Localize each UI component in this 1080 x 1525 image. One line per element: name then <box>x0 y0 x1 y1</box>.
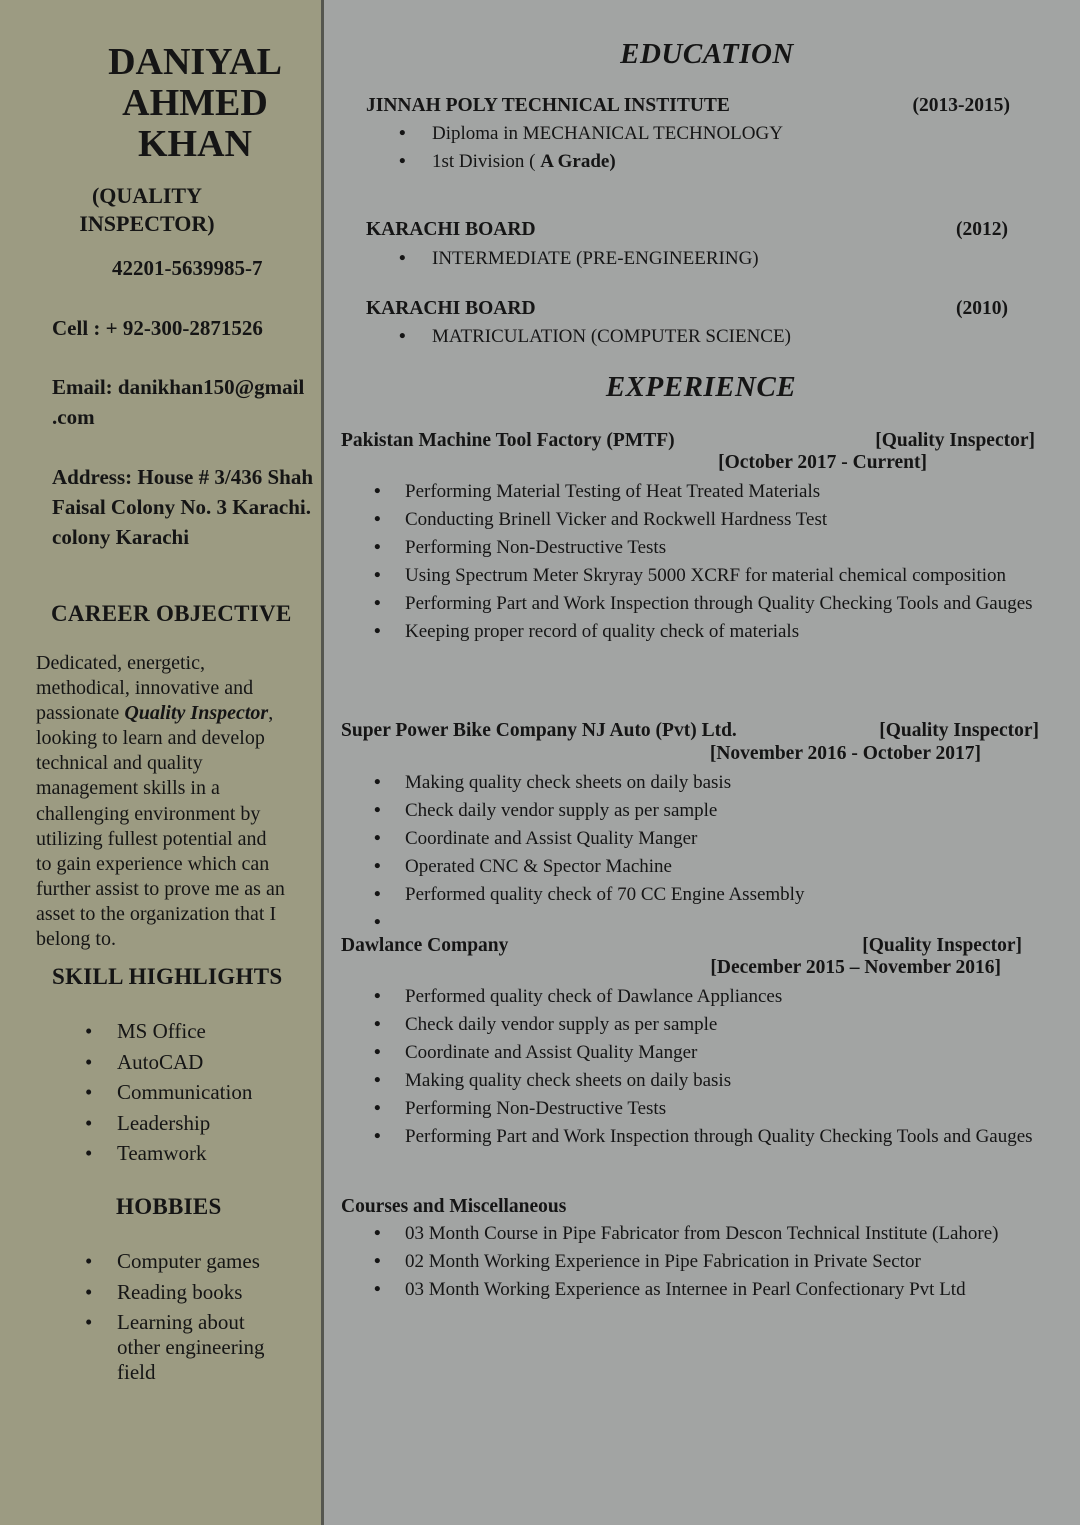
course-item: • 02 Month Working Experience in Pipe Fabrication in Private Sector <box>374 1250 1064 1274</box>
duty-item: • Performing Part and Work Inspection through Quality Checking Tools and Gauges <box>374 592 1044 616</box>
courses-list <box>374 1222 1064 1306</box>
duty-item: • Performing Material Testing of Heat Treated Materials <box>374 480 1044 504</box>
skills-heading: SKILL HIGHLIGHTS <box>52 964 283 989</box>
name-line-2: AHMED <box>122 82 268 124</box>
objective-prefix: passionate <box>36 702 125 725</box>
education-institute: KARACHI BOARD <box>366 219 536 240</box>
skill-item: • Leadership <box>85 1111 315 1136</box>
education-item: • Diploma in MECHANICAL TECHNOLOGY <box>399 120 999 148</box>
skill-item: • MS Office <box>85 1019 315 1044</box>
address-line-1: Address: House # 3/436 Shah <box>52 465 314 489</box>
grade-prefix: 1st Division ( <box>432 151 541 172</box>
skill-item: • AutoCAD <box>85 1050 315 1075</box>
courses-heading: Courses and Miscellaneous <box>341 1196 567 1217</box>
education-items <box>399 323 999 351</box>
education-item: • INTERMEDIATE (PRE-ENGINEERING) <box>399 245 999 273</box>
objective-line: further assist to prove me as an <box>36 877 285 900</box>
name-line-3: KHAN <box>138 123 252 165</box>
job-duties <box>374 985 1044 1153</box>
duty-item: • Conducting Brinell Vicker and Rockwell Hardness Test <box>374 508 1044 532</box>
duty-item: • Performing Non-Destructive Tests <box>374 536 1044 560</box>
objective-line: utilizing fullest potential and <box>36 827 267 850</box>
duty-item: • Performing Part and Work Inspection through Quality Checking Tools and Gauges <box>374 1125 1044 1149</box>
education-items <box>399 245 999 273</box>
duty-item: • Coordinate and Assist Quality Manger <box>374 1041 1044 1065</box>
sidebar <box>0 0 324 1525</box>
objective-line: challenging environment by <box>36 802 261 825</box>
course-item: • 03 Month Working Experience as Internee in Pearl Confectionary Pvt Ltd <box>374 1278 1064 1302</box>
objective-line: to gain experience which can <box>36 852 270 875</box>
objective-line: asset to the organization that I <box>36 902 277 925</box>
education-years: (2013-2015) <box>912 95 1010 116</box>
job-company: Dawlance Company <box>341 935 509 956</box>
job-period: [October 2017 - Current] <box>718 452 927 473</box>
main-content <box>327 0 1080 1525</box>
experience-heading: EXPERIENCE <box>605 371 797 403</box>
email-line-1: Email: danikhan150@gmail <box>52 375 305 399</box>
education-institute: JINNAH POLY TECHNICAL INSTITUTE <box>366 95 730 116</box>
education-heading: EDUCATION <box>620 38 794 70</box>
grade-value: A Grade) <box>540 151 616 172</box>
objective-line: Dedicated, energetic, <box>36 652 205 674</box>
job-title: (QUALITY INSPECTOR) <box>79 183 215 236</box>
education-years: (2012) <box>956 219 1008 240</box>
duty-item: • Using Spectrum Meter Skryray 5000 XCRF for material chemical composition <box>374 564 1044 588</box>
job-period: [December 2015 – November 2016] <box>710 957 1001 978</box>
job-role: [Quality Inspector] <box>862 935 1022 956</box>
duty-item: • Performing Non-Destructive Tests <box>374 1097 1044 1121</box>
job-role: [Quality Inspector] <box>875 430 1035 451</box>
objective-line: management skills in a <box>36 777 220 800</box>
career-objective-text <box>36 651 316 952</box>
objective-role: Quality Inspector <box>124 702 269 725</box>
objective-suffix: , <box>268 702 274 725</box>
duty-item: • Performed quality check of Dawlance Appliances <box>374 985 1044 1009</box>
job-duties <box>374 480 1044 648</box>
email-line-2: .com <box>52 405 95 429</box>
objective-line: technical and quality <box>36 752 203 775</box>
objective-line: looking to learn and develop <box>36 727 265 750</box>
objective-line: belong to. <box>36 928 116 951</box>
address-line-3: colony Karachi <box>52 525 190 549</box>
cnic: 42201-5639985-7 <box>112 256 263 280</box>
education-item: • MATRICULATION (COMPUTER SCIENCE) <box>399 323 999 351</box>
duty-item-empty <box>374 911 1044 935</box>
education-years: (2010) <box>956 298 1008 319</box>
job-company: Pakistan Machine Tool Factory (PMTF) <box>341 430 675 451</box>
job-duties <box>374 771 1044 939</box>
duty-item: • Check daily vendor supply as per sample <box>374 1013 1044 1037</box>
hobbies-heading: HOBBIES <box>116 1194 222 1219</box>
job-role: [Quality Inspector] <box>879 720 1039 741</box>
hobby-item: • Computer games <box>85 1249 285 1274</box>
education-item <box>399 148 999 176</box>
hobbies-list <box>85 1249 285 1385</box>
course-item: • 03 Month Course in Pipe Fabricator from Descon Technical Institute (Lahore) <box>374 1222 1064 1246</box>
job-company: Super Power Bike Company NJ Auto (Pvt) Ltd. <box>341 720 737 741</box>
skills-list <box>85 1019 315 1166</box>
duty-item: • Making quality check sheets on daily basis <box>374 1069 1044 1093</box>
duty-item: • Making quality check sheets on daily basis <box>374 771 1044 795</box>
career-objective-heading: CAREER OBJECTIVE <box>51 601 292 626</box>
job-period: [November 2016 - October 2017] <box>709 743 981 764</box>
objective-line <box>36 701 316 726</box>
cell-phone: Cell : + 92-300-2871526 <box>52 316 263 340</box>
skill-item: • Teamwork <box>85 1141 315 1166</box>
duty-item: • Operated CNC & Spector Machine <box>374 855 1044 879</box>
education-items <box>399 120 999 176</box>
hobby-item: • Reading books <box>85 1280 285 1305</box>
duty-item: • Check daily vendor supply as per sample <box>374 799 1044 823</box>
objective-line: methodical, innovative and <box>36 677 254 700</box>
name-line-1: DANIYAL <box>108 41 282 83</box>
duty-item: • Performed quality check of 70 CC Engine Assembly <box>374 883 1044 907</box>
education-institute: KARACHI BOARD <box>366 298 536 319</box>
address-line-2: Faisal Colony No. 3 Karachi. <box>52 495 312 519</box>
duty-item: • Keeping proper record of quality check of materials <box>374 620 1044 644</box>
hobby-item: • Learning about other engineering field <box>85 1310 285 1385</box>
skill-item: • Communication <box>85 1080 315 1105</box>
duty-item: • Coordinate and Assist Quality Manger <box>374 827 1044 851</box>
